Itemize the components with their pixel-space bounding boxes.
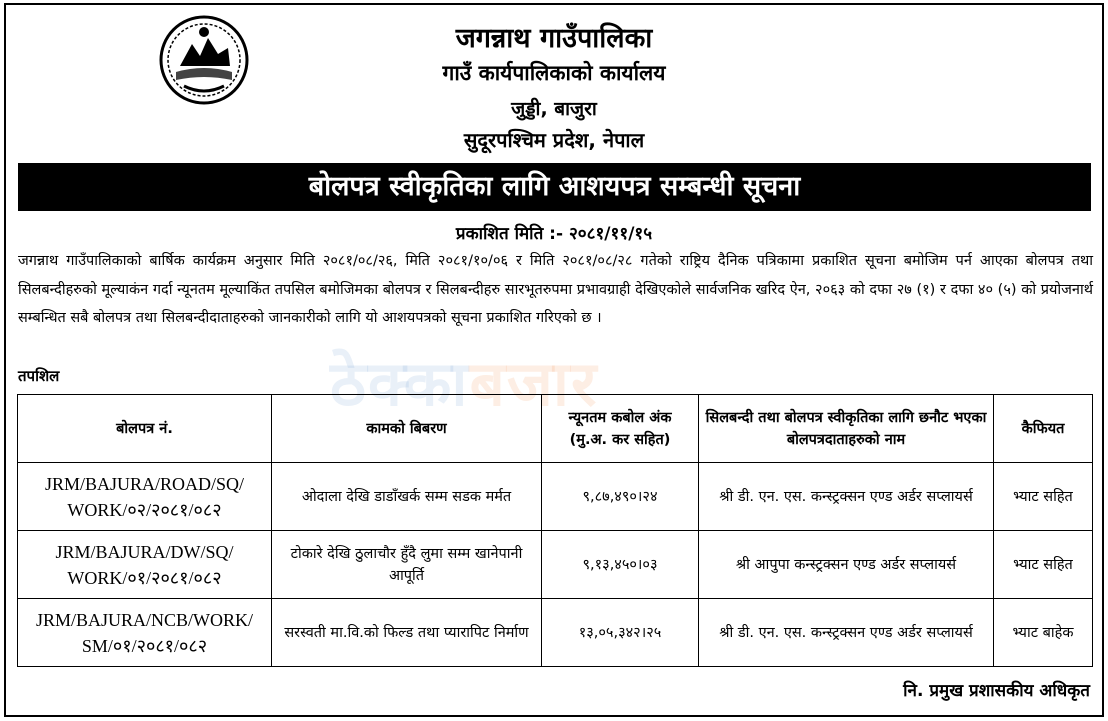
signatory-title: नि. प्रमुख प्रशासकीय अधिकृत (903, 681, 1090, 701)
header-bid-no: बोलपत्र नं. (18, 395, 272, 463)
office-location: जुड्डी, बाजुरा (511, 98, 597, 120)
bid-ref: JRM/BAJURA/ROAD/SQ/ WORK/०२/२०८१/०८२ (18, 463, 272, 531)
bid-amount: ९,८७,४९०।२४ (542, 463, 699, 531)
details-label: तपशिल (18, 367, 60, 385)
notice-title: बोलपत्र स्वीकृतिका लागि आशयपत्र सम्बन्धी सूचना (18, 163, 1091, 211)
bid-amount: १३,०५,३४२।२५ (542, 599, 699, 667)
remarks: भ्याट सहित (994, 531, 1093, 599)
bidder-name: श्री डी. एन. एस. कन्स्ट्रक्सन एण्ड अर्डर सप्लायर्स (699, 599, 994, 667)
bidder-name: श्री डी. एन. एस. कन्स्ट्रक्सन एण्ड अर्डर सप्लायर्स (699, 463, 994, 531)
header-amount: न्यूनतम कबोल अंक (मु.अ. कर सहित) (542, 395, 699, 463)
published-date: प्रकाशित मिति :- २०८१/११/१५ (455, 224, 653, 244)
table-row (18, 599, 1093, 667)
notice-body: जगन्नाथ गाउँपालिकाको बार्षिक कार्यक्रम अनुसार मिति २०८१/०८/२६, मिति २०८१/१०/०६ र मिति २०८१/०८/२८ गतेको राष्ट्रिय दैनिक पत्रिकामा प्रकाशित सूचना बमोजिम पर्न आएका बोलपत्र तथा सिलबन्दीहरुको मूल्याकंन गर्दा न्यूनतम मूल्याकिंत तपसिल बमोजिमका बोलपत्र र सिलबन्दीहरु सारभूतरुपमा प्रभावग्राही देखिएकोले सार्वजनिक खरिद ऐन, २०६३ को दफा २७ (१) र दफा ४० (५) को प्रयोजनार्थ सम्बन्धित सबै बोलपत्र तथा सिलबन्दीदाताहरुको जानकारीको लागि यो आशयपत्रको सूचना प्रकाशित गरिएको छ । (18, 253, 1093, 326)
org-name: जगन्नाथ गाउँपालिका (455, 23, 653, 54)
watermark-part1: ठेक्का (330, 347, 470, 420)
header-bidder: सिलबन्दी तथा बोलपत्र स्वीकृतिका लागि छनौट भएका बोलपत्रदाताहरुको नाम (699, 395, 994, 463)
work-description: ओदाला देखि डाडाँखर्क सम्म सडक मर्मत (272, 463, 542, 531)
bid-amount: ९,१३,४५०।०३ (542, 531, 699, 599)
table-row (18, 463, 1093, 531)
office-name: गाउँ कार्यपालिकाको कार्यालय (442, 61, 666, 85)
header-description: कामको बिबरण (272, 395, 542, 463)
remarks: भ्याट सहित (994, 463, 1093, 531)
header-remarks: कैफियत (994, 395, 1093, 463)
bid-ref: JRM/BAJURA/DW/SQ/ WORK/०१/२०८१/०८२ (18, 531, 272, 599)
watermark-part2: बजार (469, 347, 599, 420)
table-header-row (18, 395, 1093, 463)
remarks: भ्याट बाहेक (994, 599, 1093, 667)
table-row (18, 531, 1093, 599)
bid-table (17, 394, 1093, 667)
work-description: टोकारे देखि ठुलाचौर हुँदै लुमा सम्म खानेपानी आपूर्ति (272, 531, 542, 599)
province-name: सुदूरपश्चिम प्रदेश, नेपाल (463, 128, 645, 152)
bid-ref: JRM/BAJURA/NCB/WORK/ SM/०१/२०८१/०८२ (18, 599, 272, 667)
bidder-name: श्री आपुपा कन्स्ट्रक्सन एण्ड अर्डर सप्लायर्स (699, 531, 994, 599)
work-description: सरस्वती मा.वि.को फिल्ड तथा प्यारापिट निर्माण (272, 599, 542, 667)
